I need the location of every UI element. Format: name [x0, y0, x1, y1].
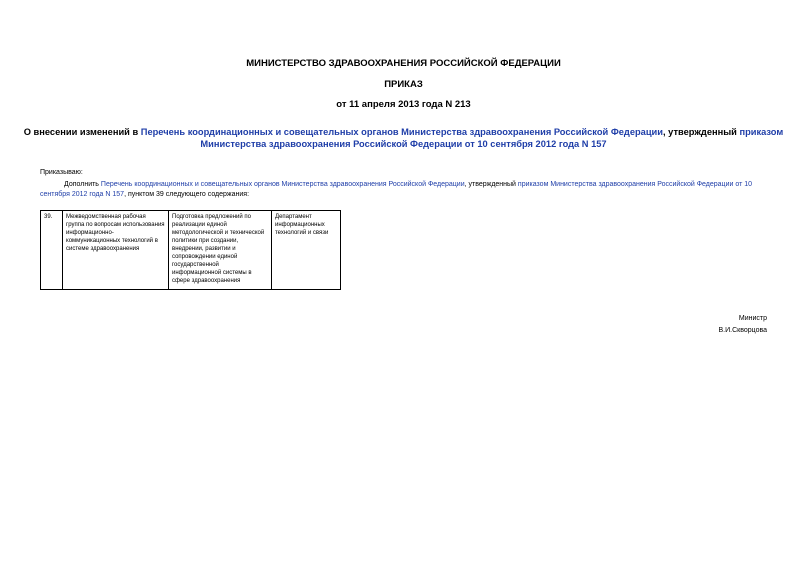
ministry-heading: МИНИСТЕРСТВО ЗДРАВООХРАНЕНИЯ РОССИЙСКОЙ ФЕДЕРАЦИИ	[246, 58, 561, 69]
para-suffix: , пунктом 39 следующего содержания:	[124, 191, 250, 198]
title-prefix: О внесении изменений в	[23, 127, 141, 137]
para-middle: , утвержденный	[464, 181, 518, 188]
title-link-list[interactable]: Перечень координационных и совещательных органов Министерства здравоохранения Российской Федерации	[140, 127, 663, 137]
row-number: 39.	[41, 211, 63, 290]
signature-role: Министр	[738, 315, 767, 322]
document-date-number: от 11 апреля 2013 года N 213	[336, 99, 471, 110]
para-link-list[interactable]: Перечень координационных и совещательных органов Министерства здравоохранения Российской Федерации	[100, 181, 465, 188]
orders-label: Приказываю:	[40, 169, 83, 176]
title-middle: , утвержденный	[663, 127, 740, 137]
table-row	[41, 211, 341, 290]
document-title	[20, 126, 787, 150]
para-prefix: Дополнить	[64, 181, 101, 188]
title-link-order[interactable]: приказом Министерства здравоохранения Российской Федерации от 10 сентября 2012 года N 157	[200, 127, 784, 149]
items-table	[40, 210, 341, 290]
para-link-order[interactable]: приказом Министерства здравоохранения Российской Федерации от 10 сентября 2012 года N 157	[40, 181, 753, 198]
row-task: Подготовка предложений по реализации единой методологической и технической политики при создании, внедрении, развитии и сопровождении единой государственной информационной системы в сфере здравоохранения	[169, 211, 272, 290]
body-paragraph	[40, 180, 770, 200]
row-department: Департамент информационных технологий и связи	[272, 211, 341, 290]
signature-name: В.И.Скворцова	[718, 327, 767, 334]
row-name: Межведомственная рабочая группа по вопросам использования информационно-коммуникационных технологий в системе здравоохранения	[63, 211, 169, 290]
document-type: ПРИКАЗ	[384, 79, 423, 90]
